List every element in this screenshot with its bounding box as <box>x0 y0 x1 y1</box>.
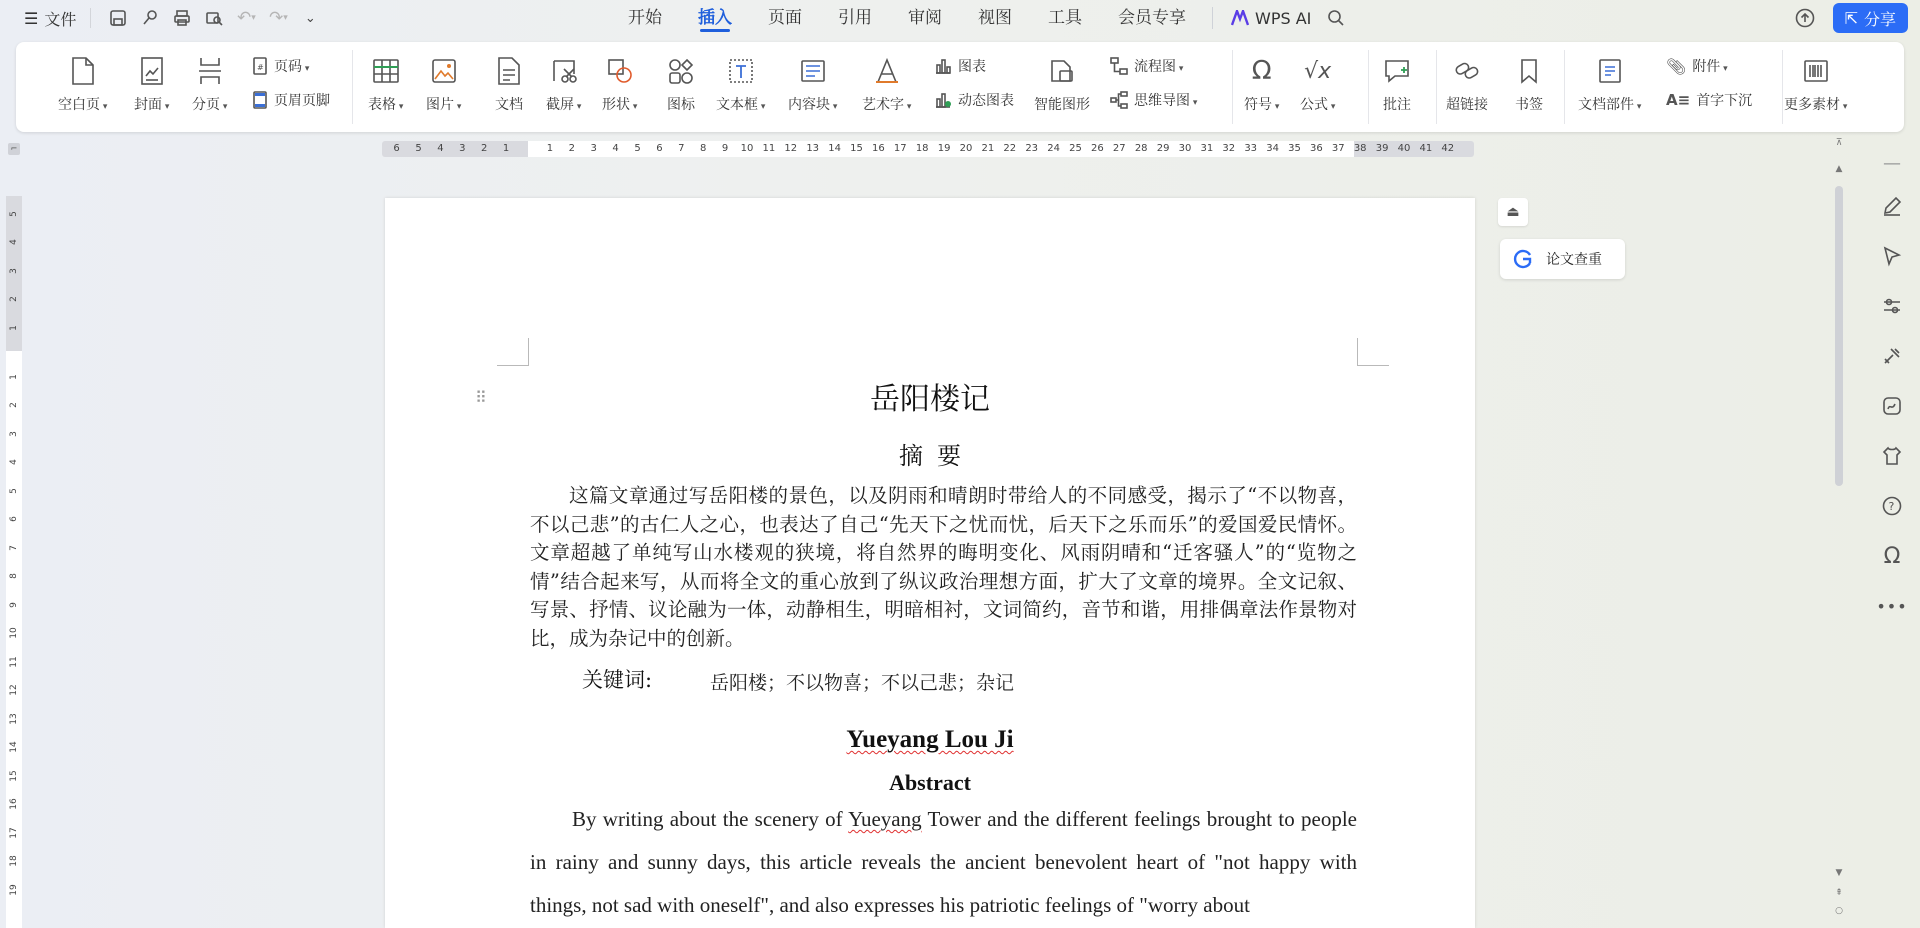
ruler-number: 21 <box>981 143 995 154</box>
tab-references[interactable]: 引用 <box>838 8 872 28</box>
flowchart-button[interactable] <box>1110 56 1183 76</box>
minimize-sidebar-icon[interactable]: — <box>1883 152 1901 174</box>
blank-page-button[interactable] <box>58 54 107 114</box>
keywords-label: 关键词: <box>582 668 653 692</box>
table-icon <box>369 54 403 88</box>
dynamic-chart-icon <box>934 91 952 109</box>
doc-parts-label: 文档部件 ▾ <box>1578 94 1641 114</box>
ruler-number: 3 <box>590 143 597 154</box>
ruler-number: 10 <box>740 143 754 154</box>
print-preview-icon[interactable] <box>199 3 229 33</box>
ruler-number: 22 <box>1003 143 1017 154</box>
file-menu-button[interactable] <box>20 8 91 28</box>
symbol-button[interactable] <box>1244 54 1279 114</box>
header-footer-label: 页眉页脚 <box>274 93 330 109</box>
tools-icon[interactable] <box>1864 338 1920 374</box>
attachment-button[interactable] <box>1666 56 1728 76</box>
right-sidebar <box>1864 138 1920 928</box>
ruler-number: 38 <box>1353 143 1367 154</box>
horizontal-ruler[interactable] <box>382 141 1474 157</box>
english-body-text: By writing about the scenery of <box>572 807 849 831</box>
drop-cap-icon: A≡ <box>1666 91 1691 109</box>
vertical-ruler-number: 3 <box>9 267 19 274</box>
wordart-label: 艺术字 ▾ <box>862 94 911 114</box>
vertical-ruler-number: 4 <box>9 459 19 465</box>
tab-membership[interactable]: 会员专享 <box>1118 8 1186 28</box>
ruler-number: 2 <box>481 143 488 154</box>
header-footer-icon <box>252 91 268 109</box>
paperclip-icon: 📎︎ <box>1666 56 1687 76</box>
more-materials-button[interactable] <box>1784 54 1847 114</box>
barcode-icon <box>1799 54 1833 88</box>
document-label: 文档 <box>495 97 523 113</box>
scissors-icon <box>547 54 581 88</box>
flowchart-icon <box>1110 57 1128 75</box>
wordart-icon <box>870 54 904 88</box>
vertical-ruler-number: 5 <box>9 210 19 217</box>
ruler-number: 15 <box>850 143 863 154</box>
scroll-up-icon[interactable]: ▲ <box>1835 164 1843 174</box>
brush-icon[interactable] <box>135 3 165 33</box>
tab-insert[interactable]: 插入 <box>680 0 750 36</box>
cover-label: 封面 ▾ <box>134 94 169 114</box>
ribbon-divider <box>352 50 353 124</box>
ruler-number: 34 <box>1266 143 1279 154</box>
page-number-label: 页码 ▾ <box>274 56 309 76</box>
print-icon[interactable] <box>167 3 197 33</box>
abstract-body: 这篇文章通过写岳阳楼的景色，以及阴雨和晴朗时带给人的不同感受，揭示了“不以物喜，不以己悲”的古仁人之心，也表达了自己“先天下之忧而忧，后天下之乐而乐”的爱国爱民情怀。文章超越了单纯写山水楼观的狭境，将自然界的晦明变化、风雨阴晴和“迁客骚人”的“览物之情”结合起来写，从而将全文的重心放到了纵议政治理想方面，扩大了文章的境界。全文记叙、写景、抒情、议论融为一体，动静相生，明暗相衬，文词简约，音节和谐，用排偶章法作景物对比，成为杂记中的创新。 <box>530 484 1357 650</box>
ruler-number: 9 <box>721 143 729 154</box>
ribbon-divider <box>1564 50 1565 124</box>
plagiarism-check-label: 论文查重 <box>1546 252 1602 268</box>
page-number-icon <box>252 57 268 75</box>
tab-tools[interactable]: 工具 <box>1048 8 1082 28</box>
share-button[interactable] <box>1833 3 1908 33</box>
chart-icon <box>934 57 952 75</box>
bookmark-label: 书签 <box>1515 97 1543 113</box>
comment-button[interactable] <box>1380 54 1414 114</box>
wps-ai-label: WPS AI <box>1255 8 1312 28</box>
vertical-ruler-number: 5 <box>9 487 19 494</box>
cover-button[interactable] <box>134 54 169 114</box>
content-block-label: 内容块 ▾ <box>788 94 837 114</box>
vertical-ruler-number: 4 <box>9 239 19 245</box>
icon-label: 图标 <box>667 97 695 113</box>
doc-parts-button[interactable] <box>1578 54 1641 114</box>
ruler-number: 20 <box>959 143 973 154</box>
ruler-number: 40 <box>1397 143 1411 154</box>
ribbon-divider <box>1368 50 1369 124</box>
ruler-number: 6 <box>656 143 663 154</box>
ruler-number: 25 <box>1069 143 1082 154</box>
chart-button[interactable] <box>934 56 986 76</box>
abstract-heading: 摘要 <box>899 442 975 470</box>
tab-review[interactable]: 审阅 <box>908 8 942 28</box>
document-page[interactable] <box>385 198 1475 928</box>
dynamic-chart-button[interactable] <box>934 90 1014 110</box>
svg-text:#: # <box>257 63 264 72</box>
vertical-ruler-number: 7 <box>9 544 19 551</box>
vertical-ruler-number: 2 <box>9 296 19 302</box>
link-icon <box>1450 54 1484 88</box>
vertical-ruler-number: 17 <box>9 826 19 839</box>
hyperlink-button[interactable] <box>1446 54 1488 114</box>
ruler-number: 18 <box>915 143 929 154</box>
more-options-icon[interactable]: ••• <box>1876 596 1908 616</box>
ruler-number: 23 <box>1025 143 1039 154</box>
blank-page-label: 空白页 ▾ <box>58 94 107 114</box>
vertical-ruler-number: 6 <box>9 516 19 522</box>
ruler-number: 17 <box>893 143 907 154</box>
ruler-number: 11 <box>762 143 776 154</box>
ruler-number: 12 <box>784 143 798 154</box>
share-icon: ⇱ <box>1844 8 1858 28</box>
english-abstract-body <box>530 798 1357 927</box>
ruler-number: 1 <box>546 143 554 154</box>
vertical-ruler-number: 10 <box>9 627 19 639</box>
content-block-button[interactable] <box>788 54 837 114</box>
hyperlink-label: 超链接 <box>1446 97 1488 113</box>
ruler-number: 37 <box>1331 143 1345 154</box>
page-number-button[interactable] <box>252 56 309 76</box>
cover-icon <box>135 54 169 88</box>
ruler-number: 30 <box>1178 143 1192 154</box>
eject-icon: ⏏ <box>1506 204 1520 220</box>
ruler-numbers <box>382 141 1474 157</box>
ruler-number: 26 <box>1091 143 1104 154</box>
picture-icon <box>427 54 461 88</box>
topbar-right <box>1791 3 1908 33</box>
table-button[interactable] <box>368 54 403 114</box>
vertical-ruler-number: 11 <box>9 655 19 668</box>
tab-view[interactable]: 视图 <box>978 8 1012 28</box>
ruler-number: 2 <box>568 143 575 154</box>
vertical-ruler-number: 19 <box>9 883 19 896</box>
hamburger-icon: ☰ <box>24 8 39 28</box>
ruler-number: 5 <box>634 143 641 154</box>
bookmark-icon <box>1512 54 1546 88</box>
vertical-ruler-number: 1 <box>9 373 19 380</box>
chevron-down-icon[interactable]: ⌄ <box>304 10 316 26</box>
ruler-number: 3 <box>459 143 466 154</box>
icon-button[interactable] <box>664 54 698 114</box>
comment-label: 批注 <box>1383 97 1411 113</box>
handwriting-icon[interactable] <box>1864 388 1920 424</box>
vertical-ruler-number: 14 <box>9 741 19 753</box>
collapse-toolbar-button[interactable] <box>1498 198 1528 226</box>
ruler-number: 6 <box>393 143 400 154</box>
vertical-ruler-number: 2 <box>9 402 19 408</box>
insert-ribbon <box>16 42 1904 132</box>
vertical-ruler-number: 8 <box>9 573 19 579</box>
ruler-number: 31 <box>1200 143 1214 154</box>
ribbon-divider <box>1436 50 1437 124</box>
picture-button[interactable] <box>426 54 461 114</box>
search-icon[interactable] <box>1321 3 1351 33</box>
save-icon[interactable] <box>103 3 133 33</box>
page-break-icon <box>193 54 227 88</box>
ruler-number: 41 <box>1419 143 1433 154</box>
previous-page-icon[interactable]: ⇞ <box>1835 888 1843 898</box>
smart-graphic-label: 智能图形 <box>1034 97 1090 113</box>
ruler-number: 5 <box>415 143 422 154</box>
english-body-text: Tower and the different feelings brought to people in rainy and sunny days, this article reveals the ancient benevolent heart of "not happy with things, not sad with oneself", and also expresses his patriotic feelings of "worry about <box>530 807 1357 917</box>
omega-symbol-icon[interactable]: Ω <box>1883 543 1901 569</box>
tab-divider <box>1212 7 1213 29</box>
ruler-number: 33 <box>1244 143 1258 154</box>
drag-handle-icon[interactable]: ⠿ <box>475 388 485 407</box>
crop-mark <box>1357 338 1389 366</box>
select-browse-icon[interactable]: ○ <box>1835 906 1843 916</box>
shirt-icon[interactable] <box>1864 438 1920 474</box>
ruler-number: 16 <box>872 143 885 154</box>
textbox-label: 文本框 ▾ <box>716 94 765 114</box>
ruler-number: 14 <box>828 143 841 154</box>
vertical-ruler-number: 1 <box>9 324 19 331</box>
ruler-number: 19 <box>937 143 951 154</box>
undo-icon[interactable]: ↶ ▾ <box>236 8 256 28</box>
english-title: Yueyang Lou Ji <box>846 726 1014 753</box>
pen-icon[interactable] <box>1864 188 1920 224</box>
table-label: 表格 ▾ <box>368 94 403 114</box>
blank-page-icon <box>66 54 100 88</box>
spellcheck-word: Yueyang <box>848 807 922 831</box>
ruler-number: 27 <box>1112 143 1126 154</box>
tab-home[interactable]: 开始 <box>628 8 662 28</box>
sliders-icon[interactable] <box>1864 288 1920 324</box>
page-break-button[interactable] <box>192 54 227 114</box>
drop-cap-label: 首字下沉 <box>1696 93 1753 109</box>
scroll-down-icon[interactable]: ▼ <box>1835 868 1843 878</box>
english-abstract-heading: Abstract <box>889 770 971 795</box>
plagiarism-check-icon <box>1512 248 1534 270</box>
ruler-number: 7 <box>678 143 685 154</box>
plagiarism-check-button[interactable] <box>1500 239 1625 279</box>
vertical-ruler-number: 3 <box>9 430 19 437</box>
icon-library-icon <box>664 54 698 88</box>
shape-button[interactable] <box>602 54 637 114</box>
formula-label: 公式 ▾ <box>1300 94 1335 114</box>
scrollbar-thumb[interactable] <box>1835 186 1843 486</box>
crop-mark <box>497 338 529 366</box>
vertical-scrollbar[interactable] <box>1832 138 1846 928</box>
wps-ai-button[interactable] <box>1221 9 1321 28</box>
ribbon-divider <box>1232 50 1233 124</box>
redo-icon[interactable]: ↷ ▾ <box>268 8 288 28</box>
svg-text:?: ? <box>1888 500 1895 513</box>
comment-icon <box>1380 54 1414 88</box>
vertical-ruler-number: 12 <box>9 684 19 696</box>
more-materials-label: 更多素材 ▾ <box>1784 94 1847 114</box>
page-break-label: 分页 ▾ <box>192 94 227 114</box>
vertical-ruler[interactable] <box>6 196 22 928</box>
symbol-label: 符号 ▾ <box>1244 94 1279 114</box>
header-footer-button[interactable] <box>252 90 330 110</box>
ruler-number: 28 <box>1134 143 1148 154</box>
dynamic-chart-label: 动态图表 <box>958 93 1014 109</box>
textbox-icon <box>724 54 758 88</box>
vertical-ruler-number: 18 <box>9 855 19 867</box>
wordart-button[interactable] <box>862 54 911 114</box>
vertical-ruler-number: 9 <box>9 601 19 608</box>
keywords-value: 岳阳楼；不以物喜；不以己悲；杂记 <box>710 672 1015 694</box>
vertical-ruler-number: 16 <box>9 798 19 810</box>
ruler-toggle-icon[interactable]: ⊼ <box>1835 138 1843 148</box>
chart-label: 图表 <box>958 59 986 75</box>
bookmark-button[interactable] <box>1512 54 1546 114</box>
vertical-ruler-number: 15 <box>9 769 19 782</box>
ruler-number: 42 <box>1441 143 1455 154</box>
flowchart-label: 流程图 ▾ <box>1134 56 1183 76</box>
formula-button[interactable] <box>1300 54 1335 114</box>
formula-icon: √x <box>1304 58 1332 84</box>
omega-icon: Ω <box>1251 56 1272 86</box>
file-menu-label: 文件 <box>44 9 77 29</box>
screenshot-button[interactable] <box>546 54 581 114</box>
ribbon-divider <box>1782 50 1783 124</box>
ruler-number: 39 <box>1375 143 1389 154</box>
document-button[interactable] <box>492 54 526 114</box>
vertical-ruler-number: 13 <box>9 712 19 725</box>
share-label: 分享 <box>1863 9 1896 29</box>
cloud-upload-icon[interactable] <box>1791 4 1819 32</box>
screenshot-label: 截屏 ▾ <box>546 94 581 114</box>
ruler-number: 36 <box>1310 143 1323 154</box>
ruler-number: 29 <box>1156 143 1170 154</box>
mindmap-button[interactable] <box>1110 90 1197 110</box>
ruler-number: 32 <box>1222 143 1236 154</box>
attachment-label: 附件 ▾ <box>1692 56 1727 76</box>
document-icon <box>492 54 526 88</box>
menu-bar <box>0 0 1920 36</box>
ruler-number: 35 <box>1288 143 1301 154</box>
tab-page[interactable]: 页面 <box>768 8 802 28</box>
ruler-number: 8 <box>700 143 707 154</box>
ruler-number: 1 <box>502 143 510 154</box>
ruler-number: 4 <box>612 143 619 154</box>
textbox-button[interactable] <box>716 54 765 114</box>
content-block-icon <box>796 54 830 88</box>
ruler-corner-icon[interactable]: ⌐ <box>8 143 20 155</box>
wps-ai-logo-icon <box>1231 10 1249 26</box>
ruler-number: 13 <box>806 143 820 154</box>
picture-label: 图片 ▾ <box>426 94 461 114</box>
shape-icon <box>603 54 637 88</box>
shape-label: 形状 ▾ <box>602 94 637 114</box>
smart-graphic-icon <box>1045 54 1079 88</box>
document-title: 岳阳楼记 <box>870 382 990 417</box>
select-cursor-icon[interactable] <box>1864 238 1920 274</box>
help-icon[interactable] <box>1864 488 1920 524</box>
drop-cap-button[interactable] <box>1666 90 1752 110</box>
doc-parts-icon <box>1593 54 1627 88</box>
mindmap-label: 思维导图 ▾ <box>1134 90 1197 110</box>
ribbon-tabs <box>610 0 1351 36</box>
ruler-number: 24 <box>1047 143 1060 154</box>
ruler-number: 4 <box>437 143 444 154</box>
mindmap-icon <box>1110 91 1128 109</box>
smart-graphic-button[interactable] <box>1034 54 1090 114</box>
quick-access-toolbar <box>20 0 325 36</box>
